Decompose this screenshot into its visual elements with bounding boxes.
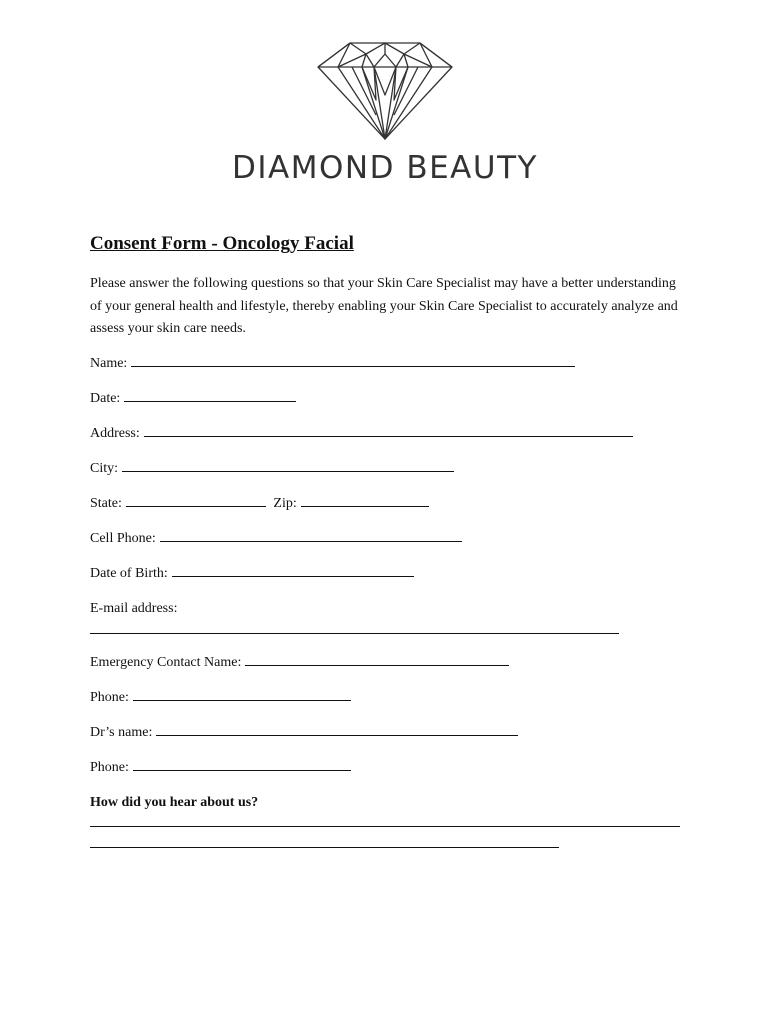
- cell-phone-field[interactable]: [160, 540, 462, 542]
- how-heard-line-1[interactable]: [90, 826, 680, 827]
- brand-name: DIAMOND BEAUTY: [232, 150, 538, 186]
- phone-field-1[interactable]: [133, 699, 351, 701]
- city-row: [90, 459, 454, 479]
- city-label: City:: [90, 461, 119, 476]
- how-heard-question: How did you hear about us?: [90, 795, 259, 810]
- email-label: E-mail address:: [90, 601, 178, 616]
- dob-field[interactable]: [172, 575, 414, 577]
- dob-label: Date of Birth:: [90, 566, 168, 581]
- zip-field[interactable]: [301, 505, 429, 507]
- name-row: [90, 354, 575, 374]
- emergency-contact-field[interactable]: [245, 664, 509, 666]
- cell-phone-row: [90, 529, 462, 549]
- dob-row: [90, 564, 414, 584]
- diamond-icon: [316, 40, 454, 140]
- state-zip-row: [90, 494, 429, 514]
- dr-name-label: Dr’s name:: [90, 725, 153, 740]
- state-field[interactable]: [126, 505, 266, 507]
- city-field[interactable]: [122, 470, 454, 472]
- intro-paragraph: Please answer the following questions so that your Skin Care Specialist may have a better understanding of your general health and lifestyle, thereby enabling your Skin Care Specialist to accurately analyze and assess your skin care needs.: [90, 276, 678, 336]
- date-row: [90, 389, 296, 409]
- state-label: State:: [90, 496, 122, 511]
- name-field[interactable]: [131, 365, 575, 367]
- emergency-contact-row: [90, 653, 509, 673]
- emergency-contact-label: Emergency Contact Name:: [90, 655, 242, 670]
- address-label: Address:: [90, 426, 140, 441]
- phone-field-2[interactable]: [133, 769, 351, 771]
- dr-name-row: [90, 723, 518, 743]
- dr-name-field[interactable]: [156, 734, 518, 736]
- address-row: [90, 424, 633, 444]
- phone-row-2: [90, 758, 351, 778]
- address-field[interactable]: [144, 435, 633, 437]
- cell-phone-label: Cell Phone:: [90, 531, 156, 546]
- phone-label-2: Phone:: [90, 760, 129, 775]
- zip-label: Zip:: [273, 496, 297, 511]
- name-label: Name:: [90, 356, 128, 371]
- form-title: Consent Form - Oncology Facial: [90, 233, 354, 254]
- how-heard-line-2[interactable]: [90, 847, 559, 848]
- phone-label-1: Phone:: [90, 690, 129, 705]
- date-field[interactable]: [124, 400, 296, 402]
- email-field[interactable]: [90, 633, 619, 634]
- date-label: Date:: [90, 391, 121, 406]
- email-row: [90, 599, 177, 619]
- phone-row-1: [90, 688, 351, 708]
